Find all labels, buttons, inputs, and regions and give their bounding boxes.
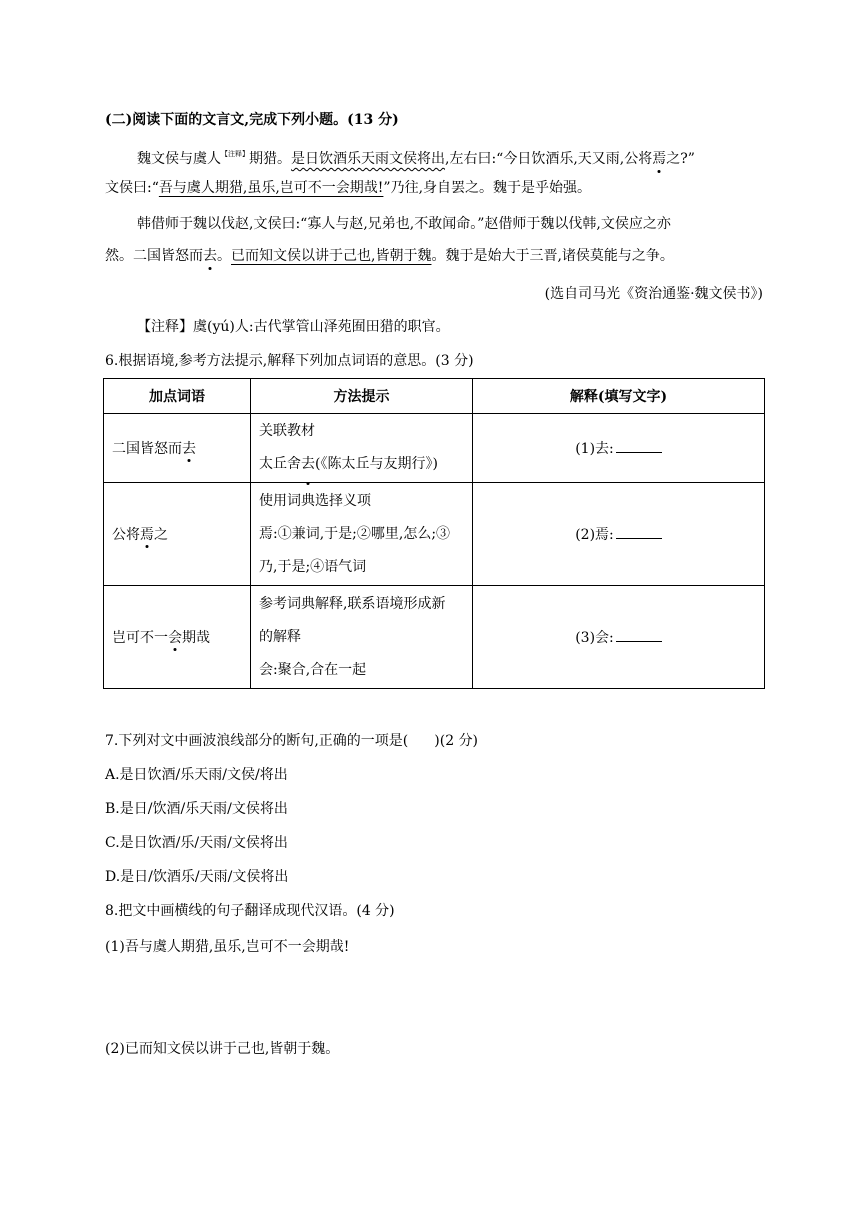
hint-line: 焉:①兼词,于是;②哪里,怎么;③: [259, 525, 451, 542]
dotted-word: 焉: [140, 524, 154, 544]
hint-line: 关联教材: [259, 423, 315, 439]
q7-option-d: D.是日/饮酒乐/天雨/文侯将出: [105, 869, 289, 885]
q8-sentence-2: (2)已而知文侯以讲于己也,皆朝于魏。: [105, 1041, 340, 1057]
answer-blank[interactable]: [616, 629, 662, 642]
hint-text: (《陈太丘与友期行》): [315, 456, 438, 472]
hint-cell: [251, 414, 473, 483]
table-header-row: [104, 379, 765, 414]
hint-line: 使用词典选择义项: [259, 492, 371, 509]
dotted-word: 焉: [652, 151, 667, 167]
dotted-word: 去: [203, 248, 217, 264]
answer-cell: [473, 414, 765, 483]
underlined-sentence-2: 已而知文侯以讲于己也,皆朝于魏: [231, 248, 432, 264]
answer-label: (3)会:: [575, 630, 614, 646]
hint-line: 的解释: [259, 628, 301, 645]
underlined-sentence-1: 吾与虞人期猎,虽乐,岂可不一会期哉!: [158, 180, 384, 196]
word-text: 二国皆怒而: [112, 441, 182, 457]
hint-line: 乃,于是;④语气词: [259, 558, 367, 575]
passage-note: 【注释】虞(yú)人:古代掌管山泽苑囿田猎的职官。: [137, 319, 450, 335]
wavy-underlined-text: 是日饮酒乐天雨文侯将出: [291, 151, 445, 167]
header-cell: 加点词语: [104, 379, 251, 414]
dotted-word: 去: [301, 448, 315, 481]
q7-option-b: B.是日/饮酒/乐天雨/文侯将出: [105, 801, 288, 817]
hint-line: [259, 448, 464, 481]
word-cell: [104, 586, 251, 689]
word-cell: [104, 414, 251, 483]
word-text: 公将: [112, 527, 140, 543]
word-text: 期哉: [182, 630, 210, 646]
passage-text: 。魏于是始大于三晋,诸侯莫能与之争。: [431, 248, 674, 264]
q7-stem-text: )(2 分): [434, 733, 479, 749]
passage-text: ”乃往,身自罢之。魏于是乎始强。: [383, 180, 592, 196]
passage-p2-line1: 韩借师于魏以伐赵,文侯曰:“寡人与赵,兄弟也,不敢闻命。”赵借师于魏以伐韩,文侯应之亦: [137, 216, 671, 232]
hint-cell: [251, 483, 473, 586]
header-cell: 解释(填写文字): [473, 379, 765, 414]
q8-sentence-1: (1)吾与虞人期猎,虽乐,岂可不一会期哉!: [105, 939, 350, 955]
passage-text: 。: [217, 248, 231, 264]
q6-stem: 6.根据语境,参考方法提示,解释下列加点词语的意思。(3 分): [105, 353, 474, 369]
answer-blank[interactable]: [616, 526, 662, 539]
note-marker: 【注释】: [221, 150, 249, 158]
passage-text: 期猎。: [249, 151, 291, 167]
q6-table: [103, 378, 765, 689]
answer-cell: [473, 483, 765, 586]
passage-text: 然。二国皆怒而: [105, 248, 203, 264]
passage-p1-line1: [137, 144, 695, 169]
q8-stem: 8.把文中画横线的句子翻译成现代汉语。(4 分): [105, 903, 395, 919]
section-heading: (二)阅读下面的文言文,完成下列小题。(13 分): [105, 112, 399, 128]
header-cell: 方法提示: [251, 379, 473, 414]
hint-line: 会:聚合,合在一起: [259, 661, 367, 678]
word-text: 之: [154, 527, 168, 543]
q7-stem-text: 7.下列对文中画波浪线部分的断句,正确的一项是(: [105, 733, 409, 749]
passage-p1-line2: [105, 178, 591, 198]
table-row: [104, 586, 765, 689]
dotted-word: 会: [168, 627, 182, 647]
answer-cell: [473, 586, 765, 689]
word-text: 岂可不一: [112, 630, 168, 646]
q7-option-a: A.是日饮酒/乐天雨/文侯/将出: [105, 767, 288, 783]
answer-label: (1)去:: [575, 441, 614, 457]
passage-p2-line2: [105, 246, 674, 266]
word-cell: [104, 483, 251, 586]
hint-cell: [251, 586, 473, 689]
passage-source: (选自司马光《资治通鉴·魏文侯书》): [544, 286, 763, 302]
table-row: [104, 483, 765, 586]
answer-label: (2)焉:: [575, 527, 614, 543]
passage-text: 文侯曰:“: [105, 180, 159, 196]
hint-line: 参考词典解释,联系语境形成新: [259, 595, 446, 612]
q7-stem: [105, 731, 478, 751]
answer-blank[interactable]: [616, 440, 662, 453]
hint-text: 太丘舍: [259, 456, 301, 472]
q7-option-c: C.是日饮酒/乐/天雨/文侯将出: [105, 835, 288, 851]
passage-text: ,左右曰:“今日饮酒乐,天又雨,公将: [445, 151, 653, 167]
passage-text: 之?”: [666, 151, 695, 167]
table-row: [104, 414, 765, 483]
passage-text: 魏文侯与虞人: [137, 151, 221, 167]
dotted-word: 去: [182, 438, 196, 458]
